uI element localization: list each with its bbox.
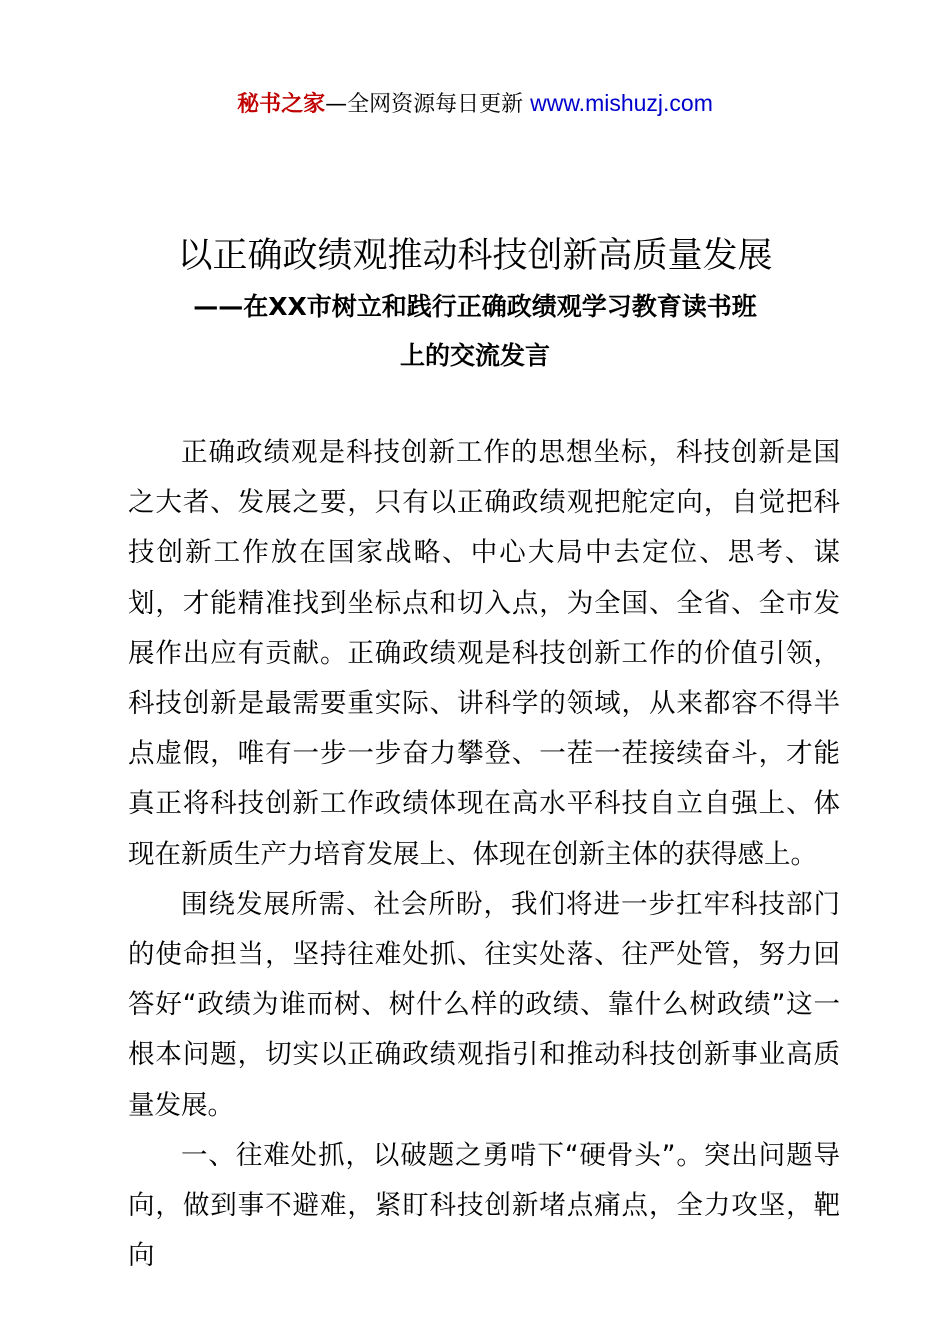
document-body bbox=[128, 428, 840, 1281]
body-paragraph: 一、往难处抓，以破题之勇啃下“硬骨头”。突出问题导向，做到事不避难，紧盯科技创新堵点痛点，全力攻坚，靶向 bbox=[128, 1139, 840, 1272]
site-header bbox=[0, 86, 950, 122]
document-title: 以正确政绩观推动科技创新高质量发展 bbox=[177, 236, 773, 276]
site-slogan: —全网资源每日更新 bbox=[325, 92, 531, 117]
body-paragraph: 围绕发展所需、社会所盼，我们将进一步扛牢科技部门的使命担当，坚持往难处抓、往实处落、往严处管，努力回答好“政绩为谁而树、树什么样的政绩、靠什么树政绩”这一根本问题，切实以正确政绩观指引和推动科技创新事业高质量发展。 bbox=[128, 888, 840, 1121]
body-paragraph: 正确政绩观是科技创新工作的思想坐标，科技创新是国之大者、发展之要，只有以正确政绩观把舵定向，自觉把科技创新工作放在国家战略、中心大局中去定位、思考、谋划，才能精准找到坐标点和切入点，为全国、全省、全市发展作出应有贡献。正确政绩观是科技创新工作的价值引领，科技创新是最需要重实际、讲科学的领域，从来都容不得半点虚假，唯有一步一步奋力攀登、一茬一茬接续奋斗，才能真正将科技创新工作政绩体现在高水平科技自立自强上、体现在新质生产力培育发展上、体现在创新主体的获得感上。 bbox=[128, 437, 840, 870]
document-subtitle-line-1: ——在XX市树立和践行正确政绩观学习教育读书班 bbox=[193, 292, 757, 321]
site-name: 秘书之家 bbox=[237, 92, 326, 117]
document-subtitle-line-2: 上的交流发言 bbox=[399, 341, 550, 370]
site-url-link[interactable]: www.mishuzj.com bbox=[530, 90, 713, 116]
